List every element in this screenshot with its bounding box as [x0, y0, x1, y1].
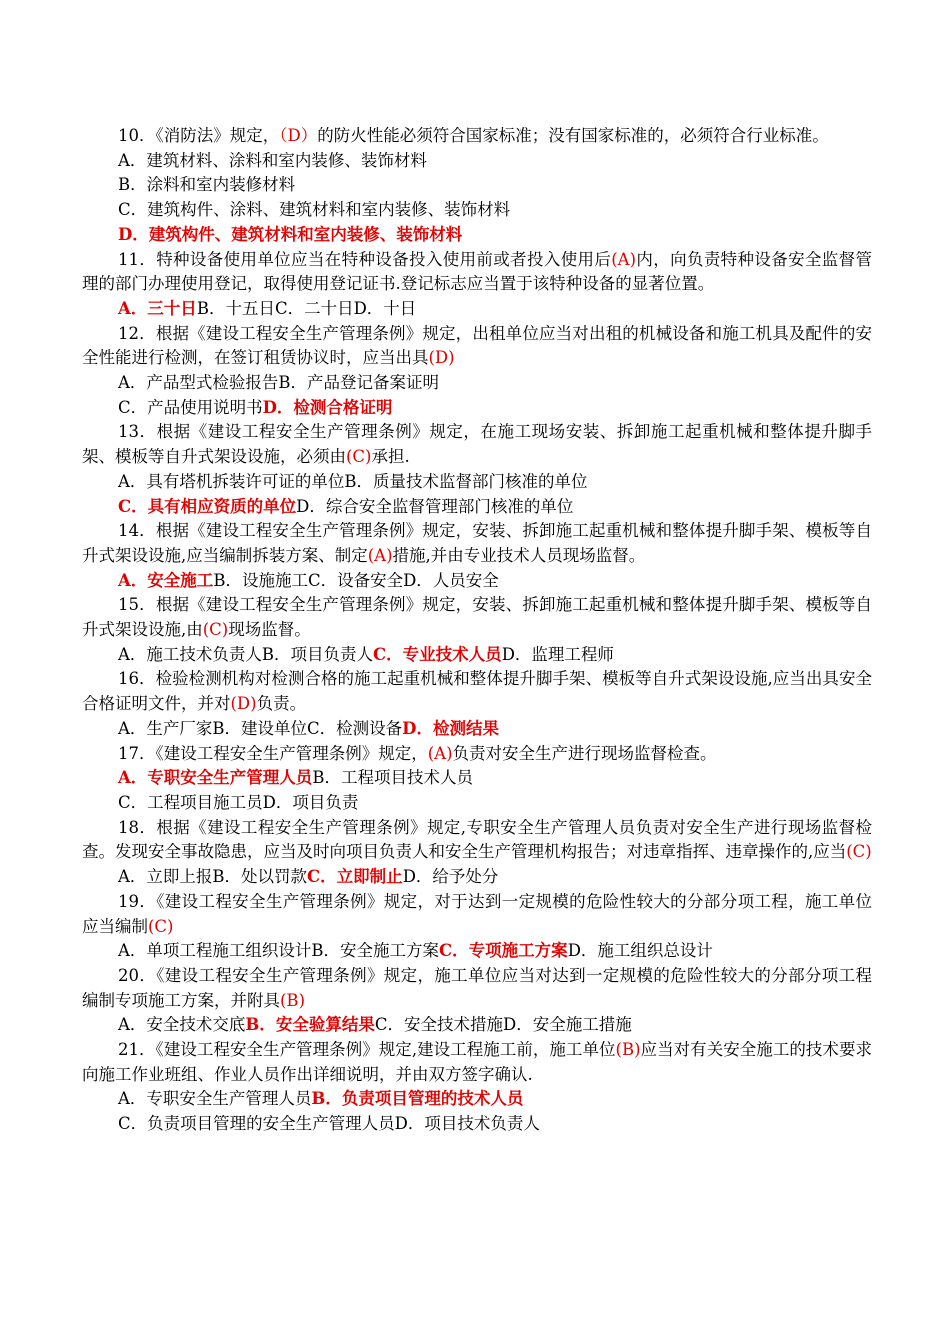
text-run: B．工程项目技术人员 [312, 768, 473, 788]
answer-text: (C) [148, 916, 174, 936]
q12-options-cd [82, 396, 872, 421]
answer-text: C．立即制止 [307, 867, 403, 887]
q10-option-c [82, 198, 872, 223]
text-run: D．给予处分 [402, 867, 499, 887]
text-run: 承担. [371, 447, 410, 467]
q15-stem [82, 593, 872, 642]
answer-text: D．检测合格证明 [262, 397, 393, 417]
q15-options [82, 643, 872, 668]
q16-stem [82, 667, 872, 716]
text-run: A．建筑材料、涂料和室内装修、装饰材料 [118, 150, 427, 170]
text-run: 的防火性能必须符合国家标准；没有国家标准的，必须符合行业标准。 [317, 126, 829, 145]
text-run: C．产品使用说明书 [118, 397, 263, 417]
text-run: 措施,并由专业技术人员现场监督。 [392, 545, 646, 565]
text-run: C．负责项目管理的安全生产管理人员D．项目技术负责人 [118, 1114, 540, 1134]
text-run: C．工程项目施工员D．项目负责 [118, 792, 359, 812]
text-run: 负责对安全生产进行现场监督检查。 [452, 743, 717, 763]
answer-text: (C) [846, 842, 872, 862]
text-run: A．专职安全生产管理人员 [118, 1089, 312, 1109]
text-run: 内，向负责特种设备安全监督管理的部门办理使用登记，取得使用登记证书.登记标志应当置于该特种设备的显著位置。 [82, 249, 872, 294]
text-run: 20．《建设工程安全生产管理条例》规定，施工单位应当对达到一定规模的危险性较大的分部分项工程编制专项施工方案，并附具 [82, 965, 872, 1010]
answer-text: A．安全施工 [118, 570, 214, 590]
text-run: 15．根据《建设工程安全生产管理条例》规定，安装、拆卸施工起重机械和整体提升脚手架、模板等自升式架设设施,由 [82, 595, 872, 640]
text-run: 21．《建设工程安全生产管理条例》规定,建设工程施工前，施工单位 [118, 1040, 616, 1060]
q18-options [82, 865, 872, 890]
text-run: 现场监督。 [228, 620, 311, 640]
q18-stem [82, 816, 872, 865]
q16-options [82, 717, 872, 742]
q14-stem [82, 519, 872, 568]
text-run: 应当对有关安全施工的技术要求向施工作业班组、作业人员作出详细说明，并由双方签字确认. [82, 1040, 872, 1084]
q17-options-cd [82, 791, 872, 816]
answer-text: D．检测结果 [402, 718, 499, 738]
answer-text: (D) [428, 348, 455, 368]
text-run: A．单项工程施工组织设计B．安全施工方案 [118, 941, 440, 961]
q17-options-ab [82, 766, 872, 791]
answer-text: C．专项施工方案 [439, 941, 568, 961]
answer-text: (A) [427, 743, 453, 763]
q20-stem [82, 964, 872, 1013]
answer-text: (A) [367, 545, 393, 565]
q13-options-cd [82, 495, 872, 520]
answer-text: B．负责项目管理的技术人员 [311, 1089, 524, 1109]
text-run: 11．特种设备使用单位应当在特种设备投入使用前或者投入使用后 [118, 249, 612, 269]
text-run: C．安全技术措施D．安全施工措施 [374, 1015, 632, 1035]
text-run: D．综合安全监督管理部门核准的单位 [296, 496, 574, 516]
answer-text: (C) [346, 447, 372, 467]
text-run: 16．检验检测机构对检测合格的施工起重机械和整体提升脚手架、模板等自升式架设设施,应当出具安全合格证明文件，并对 [82, 669, 872, 714]
text-run: 12．根据《建设工程安全生产管理条例》规定，出租单位应当对出租的机械设备和施工机具及配件的安全性能进行检测，在签订租赁协议时，应当出具 [82, 323, 872, 368]
text-run: A．施工技术负责人B．项目负责人 [118, 644, 374, 664]
text-run: B．设施施工C．设备安全D．人员安全 [213, 570, 499, 590]
text-run: 14．根据《建设工程安全生产管理条例》规定，安装、拆卸施工起重机械和整体提升脚手架、模板等自升式架设设施,应当编制拆装方案、制定 [82, 521, 872, 565]
q14-options [82, 569, 872, 594]
q17-stem [82, 742, 872, 767]
q21-options-ab [82, 1087, 872, 1112]
answer-text: A．三十日 [118, 298, 197, 318]
q10-option-d [82, 223, 872, 248]
q12-stem [82, 322, 872, 371]
q13-options-ab [82, 470, 872, 495]
answer-text: (B) [280, 990, 305, 1010]
answer-text: (B) [615, 1040, 641, 1060]
q13-stem [82, 420, 872, 469]
text-run: D．监理工程师 [501, 644, 614, 664]
answer-text: (A) [611, 249, 637, 269]
q21-stem [82, 1038, 872, 1087]
answer-text: D．建筑构件、建筑材料和室内装修、装饰材料 [118, 224, 463, 244]
q19-options [82, 939, 872, 964]
q12-options-ab [82, 371, 872, 396]
q20-options [82, 1013, 872, 1038]
q21-options-cd [82, 1112, 872, 1137]
document-body [82, 124, 872, 1137]
text-run: B．涂料和室内装修材料 [118, 175, 296, 195]
text-run: 13．根据《建设工程安全生产管理条例》规定，在施工现场安装、拆卸施工起重机械和整体提升脚手架、模板等自升式架设设施，必须由 [82, 422, 872, 467]
answer-text: (C) [202, 620, 229, 640]
answer-text: C．专业技术人员 [373, 644, 502, 664]
q19-stem [82, 890, 872, 939]
text-run: 18．根据《建设工程安全生产管理条例》规定,专职安全生产管理人员负责对安全生产进行现场监督检查。发现安全事故隐患，应当及时向项目负责人和安全生产管理机构报告；对违章指挥、违章操作的,应当 [82, 817, 872, 862]
q10-option-b [82, 173, 872, 198]
text-run: A．具有塔机拆装许可证的单位B．质量技术监督部门核准的单位 [118, 471, 588, 491]
q11-stem [82, 248, 872, 297]
text-run: B．十五日C．二十日D．十日 [196, 298, 417, 318]
answer-text: A．专职安全生产管理人员 [118, 768, 313, 788]
text-run: A．安全技术交底 [118, 1015, 246, 1035]
text-run: A．生产厂家B．建设单位C．检测设备 [118, 718, 403, 738]
answer-text: （D） [279, 126, 318, 145]
text-run: 负责。 [256, 694, 307, 714]
q10-stem [82, 124, 872, 149]
text-run: 17．《建设工程安全生产管理条例》规定， [118, 743, 428, 763]
answer-text: B．安全验算结果 [245, 1015, 375, 1035]
q11-options [82, 297, 872, 322]
answer-text: (D) [230, 694, 257, 714]
text-run: A．产品型式检验报告B．产品登记备案证明 [118, 373, 440, 393]
text-run: C．建筑构件、涂料、建筑材料和室内装修、装饰材料 [118, 200, 511, 220]
text-run: D．施工组织总设计 [567, 941, 713, 961]
answer-text: C．具有相应资质的单位 [118, 496, 297, 516]
text-run: 19．《建设工程安全生产管理条例》规定，对于达到一定规模的危险性较大的分部分项工程，施工单位应当编制 [82, 891, 872, 936]
text-run: 10．《消防法》规定， [118, 126, 280, 145]
q10-option-a [82, 149, 872, 174]
text-run: A．立即上报B．处以罚款 [118, 867, 308, 887]
